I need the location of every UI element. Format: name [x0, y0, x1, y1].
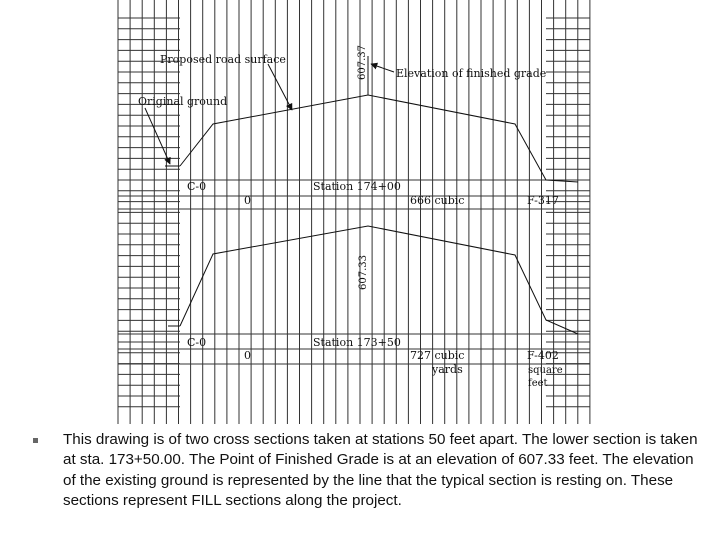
upper-label-c: C-0 [187, 180, 207, 193]
lower-label-area-unit-2: feet [528, 378, 548, 389]
lower-road-surface-line [180, 226, 578, 334]
lower-label-station: Station 173+50 [313, 336, 401, 349]
caption-text: This drawing is of two cross sections taken at stations 50 feet apart. The lower section is taken at sta. 173+50.00. The Point of Finished Grade is at an elevation of 607.33 feet. The elevation of the existing ground is represented by the line that the typical section is resting on. These sections represent FILL sections along the project. [63, 431, 698, 510]
bullet-marker [33, 438, 38, 443]
lower-label-volume-unit: yards [432, 363, 463, 376]
lower-cross-section [168, 226, 578, 389]
lower-label-zero: 0 [244, 349, 251, 362]
upper-label-zero: 0 [244, 194, 251, 207]
lower-label-fill: F-402 [527, 349, 559, 362]
label-elevation-finished-grade: Elevation of finished grade [396, 67, 547, 80]
arrow-finished-grade [371, 64, 394, 72]
label-proposed-road-surface: Proposed road surface [160, 53, 286, 66]
lower-label-area-unit-1: square [528, 365, 563, 376]
upper-label-volume: 666 cubic [410, 194, 465, 207]
upper-label-station: Station 174+00 [313, 180, 401, 193]
lower-label-volume: 727 cubic [410, 349, 465, 362]
upper-road-surface-line [180, 95, 578, 182]
arrow-proposed-surface [268, 64, 292, 110]
lower-label-c: C-0 [187, 336, 207, 349]
upper-label-fill: F-317 [527, 194, 559, 207]
label-original-ground: Original ground [138, 95, 228, 108]
upper-elevation-label: 607.37 [357, 45, 368, 80]
lower-elevation-label: 607.33 [358, 255, 369, 290]
upper-cross-section [138, 45, 578, 207]
